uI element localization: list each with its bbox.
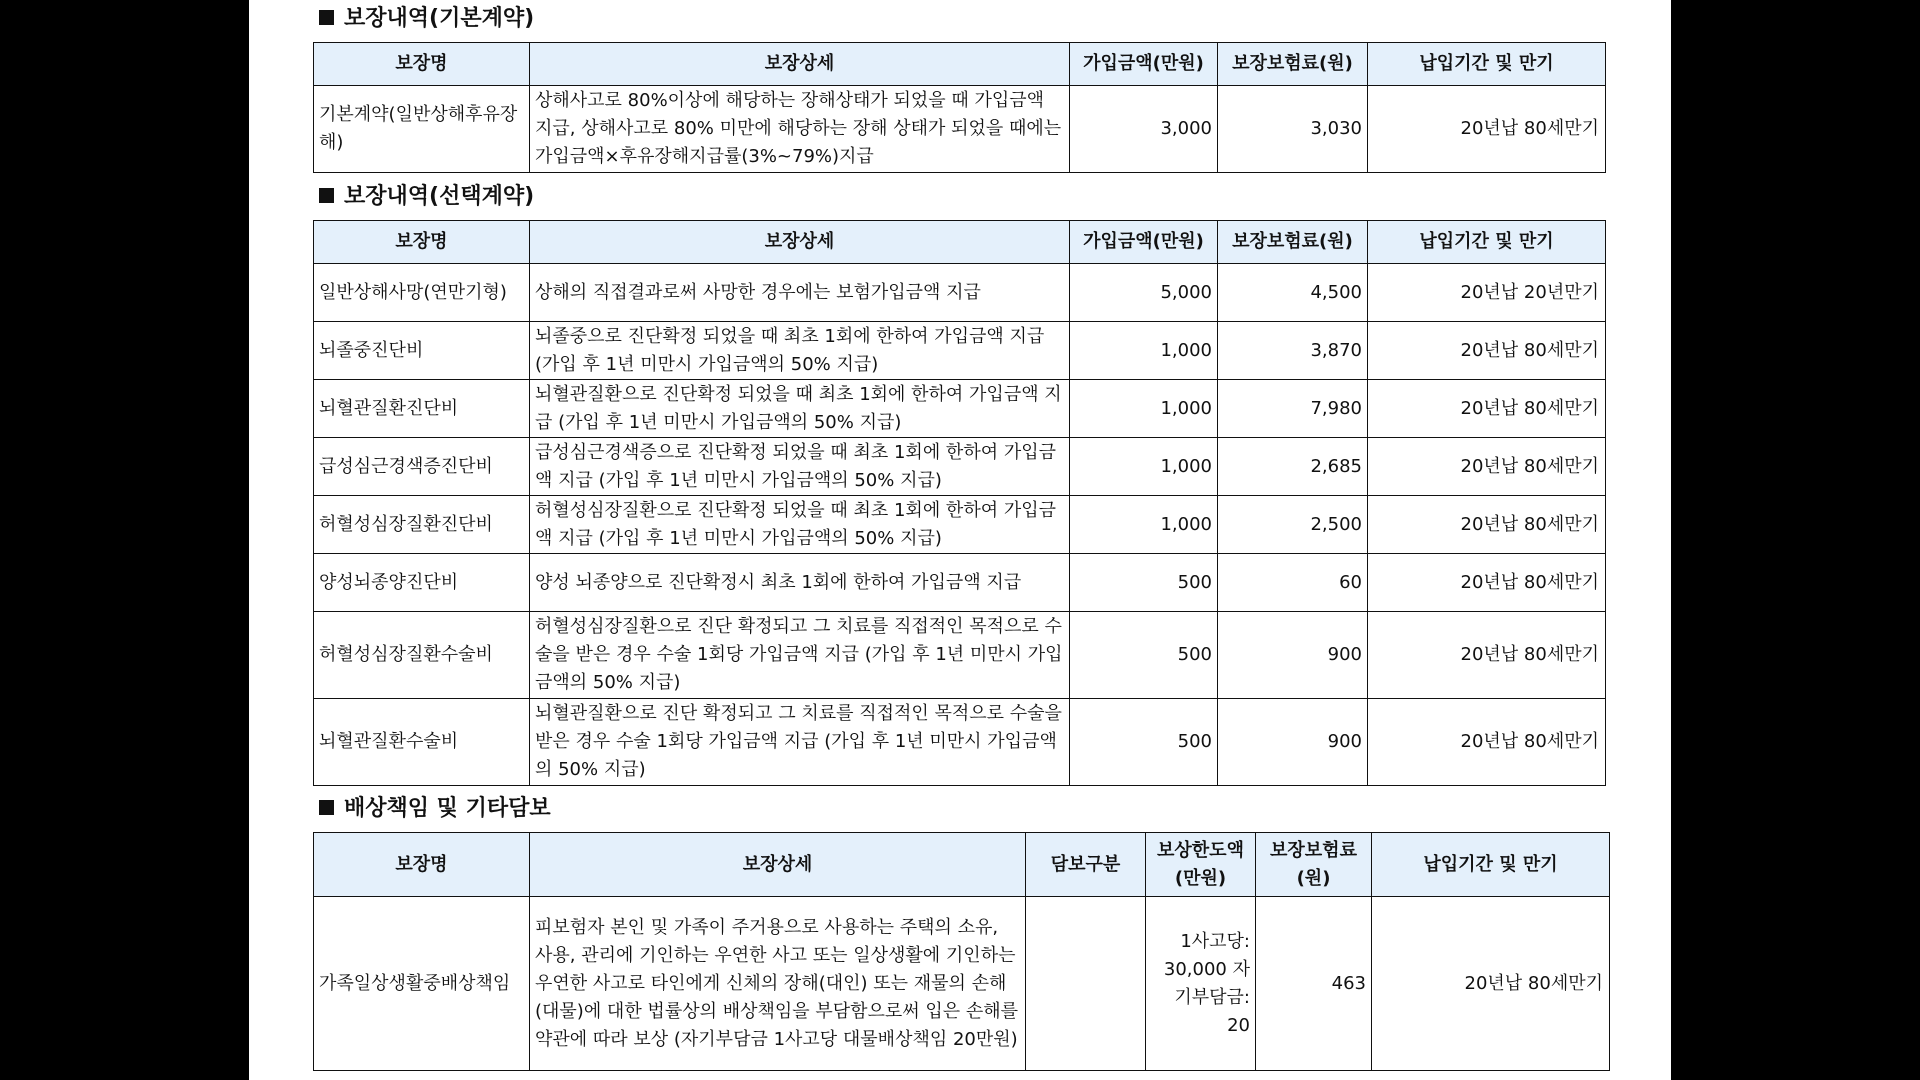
optional-coverage-table	[313, 220, 1606, 786]
header-amount: 가입금액(만원)	[1070, 221, 1218, 264]
coverage-premium: 3,870	[1218, 322, 1368, 380]
coverage-premium: 463	[1256, 897, 1372, 1071]
coverage-name: 급성심근경색증진단비	[314, 438, 530, 496]
coverage-premium: 60	[1218, 554, 1368, 612]
header-category: 담보구분	[1026, 833, 1146, 897]
coverage-name: 허혈성심장질환수술비	[314, 612, 530, 699]
table-row	[314, 897, 1610, 1071]
header-detail: 보장상세	[530, 43, 1070, 86]
table-header-row	[314, 833, 1610, 897]
coverage-amount: 500	[1070, 699, 1218, 786]
coverage-amount: 3,000	[1070, 86, 1218, 173]
square-bullet-icon	[319, 10, 334, 25]
header-detail: 보장상세	[530, 833, 1026, 897]
table-row	[314, 496, 1606, 554]
table-row	[314, 86, 1606, 173]
coverage-category	[1026, 897, 1146, 1071]
coverage-premium: 900	[1218, 699, 1368, 786]
coverage-term: 20년납 80세만기	[1368, 554, 1606, 612]
square-bullet-icon	[319, 800, 334, 815]
coverage-amount: 1,000	[1070, 496, 1218, 554]
coverage-amount: 1,000	[1070, 438, 1218, 496]
coverage-detail: 뇌졸중으로 진단확정 되었을 때 최초 1회에 한하여 가입금액 지급 (가입 후 1년 미만시 가입금액의 50% 지급)	[530, 322, 1070, 380]
header-premium: 보장보험료(원)	[1218, 43, 1368, 86]
coverage-term: 20년납 80세만기	[1368, 86, 1606, 173]
coverage-detail: 피보험자 본인 및 가족이 주거용으로 사용하는 주택의 소유, 사용, 관리에 기인하는 우연한 사고 또는 일상생활에 기인하는 우연한 사고로 타인에게 신체의 장해(대인) 또는 재물의 손해(대물)에 대한 법률상의 배상책임을 부담함으로써 입은 손해를 약관에 따라 보상 (자기부담금 1사고당 대물배상책임 20만원)	[530, 897, 1026, 1071]
header-limit: 보상한도액(만원)	[1146, 833, 1256, 897]
coverage-premium: 7,980	[1218, 380, 1368, 438]
coverage-premium: 4,500	[1218, 264, 1368, 322]
header-premium: 보장보험료(원)	[1256, 833, 1372, 897]
table-row	[314, 438, 1606, 496]
header-name: 보장명	[314, 833, 530, 897]
section-title-basic: 보장내역(기본계약)	[319, 5, 534, 33]
header-term: 납입기간 및 만기	[1368, 43, 1606, 86]
square-bullet-icon	[319, 188, 334, 203]
coverage-term: 20년납 80세만기	[1372, 897, 1610, 1071]
coverage-detail: 상해의 직접결과로써 사망한 경우에는 보험가입금액 지급	[530, 264, 1070, 322]
section-title-liability: 배상책임 및 기타담보	[319, 795, 551, 823]
coverage-detail: 뇌혈관질환으로 진단 확정되고 그 치료를 직접적인 목적으로 수술을 받은 경우 수술 1회당 가입금액 지급 (가입 후 1년 미만시 가입금액의 50% 지급)	[530, 699, 1070, 786]
table-row	[314, 322, 1606, 380]
table-row	[314, 380, 1606, 438]
header-name: 보장명	[314, 221, 530, 264]
coverage-name: 뇌졸중진단비	[314, 322, 530, 380]
coverage-amount: 500	[1070, 554, 1218, 612]
table-row	[314, 699, 1606, 786]
coverage-term: 20년납 80세만기	[1368, 322, 1606, 380]
coverage-detail: 급성심근경색증으로 진단확정 되었을 때 최초 1회에 한하여 가입금액 지급 (가입 후 1년 미만시 가입금액의 50% 지급)	[530, 438, 1070, 496]
header-name: 보장명	[314, 43, 530, 86]
document-page	[249, 0, 1671, 1080]
coverage-amount: 5,000	[1070, 264, 1218, 322]
header-term: 납입기간 및 만기	[1368, 221, 1606, 264]
header-amount: 가입금액(만원)	[1070, 43, 1218, 86]
coverage-premium: 2,500	[1218, 496, 1368, 554]
coverage-amount: 1,000	[1070, 380, 1218, 438]
coverage-term: 20년납 80세만기	[1368, 496, 1606, 554]
coverage-amount: 1,000	[1070, 322, 1218, 380]
coverage-amount: 500	[1070, 612, 1218, 699]
coverage-name: 뇌혈관질환진단비	[314, 380, 530, 438]
header-term: 납입기간 및 만기	[1372, 833, 1610, 897]
table-row	[314, 264, 1606, 322]
table-row	[314, 554, 1606, 612]
coverage-name: 허혈성심장질환진단비	[314, 496, 530, 554]
coverage-name: 양성뇌종양진단비	[314, 554, 530, 612]
coverage-detail: 허혈성심장질환으로 진단확정 되었을 때 최초 1회에 한하여 가입금액 지급 (가입 후 1년 미만시 가입금액의 50% 지급)	[530, 496, 1070, 554]
liability-coverage-table	[313, 832, 1610, 1071]
coverage-term: 20년납 80세만기	[1368, 438, 1606, 496]
coverage-name: 일반상해사망(연만기형)	[314, 264, 530, 322]
coverage-name: 가족일상생활중배상책임	[314, 897, 530, 1071]
coverage-term: 20년납 80세만기	[1368, 699, 1606, 786]
coverage-term: 20년납 80세만기	[1368, 612, 1606, 699]
coverage-term: 20년납 20년만기	[1368, 264, 1606, 322]
coverage-premium: 3,030	[1218, 86, 1368, 173]
coverage-name: 기본계약(일반상해후유장해)	[314, 86, 530, 173]
coverage-detail: 뇌혈관질환으로 진단확정 되었을 때 최초 1회에 한하여 가입금액 지급 (가입 후 1년 미만시 가입금액의 50% 지급)	[530, 380, 1070, 438]
header-premium: 보장보험료(원)	[1218, 221, 1368, 264]
header-detail: 보장상세	[530, 221, 1070, 264]
coverage-premium: 900	[1218, 612, 1368, 699]
basic-coverage-table	[313, 42, 1606, 173]
coverage-name: 뇌혈관질환수술비	[314, 699, 530, 786]
coverage-detail: 양성 뇌종양으로 진단확정시 최초 1회에 한하여 가입금액 지급	[530, 554, 1070, 612]
section-title-optional: 보장내역(선택계약)	[319, 183, 534, 211]
table-header-row	[314, 221, 1606, 264]
coverage-premium: 2,685	[1218, 438, 1368, 496]
coverage-limit: 1사고당: 30,000 자기부담금: 20	[1146, 897, 1256, 1071]
table-header-row	[314, 43, 1606, 86]
coverage-detail: 허혈성심장질환으로 진단 확정되고 그 치료를 직접적인 목적으로 수술을 받은 경우 수술 1회당 가입금액 지급 (가입 후 1년 미만시 가입금액의 50% 지급)	[530, 612, 1070, 699]
coverage-term: 20년납 80세만기	[1368, 380, 1606, 438]
table-row	[314, 612, 1606, 699]
coverage-detail: 상해사고로 80%이상에 해당하는 장해상태가 되었을 때 가입금액 지급, 상해사고로 80% 미만에 해당하는 장해 상태가 되었을 때에는 가입금액×후유장해지급률(3%~79%)지급	[530, 86, 1070, 173]
